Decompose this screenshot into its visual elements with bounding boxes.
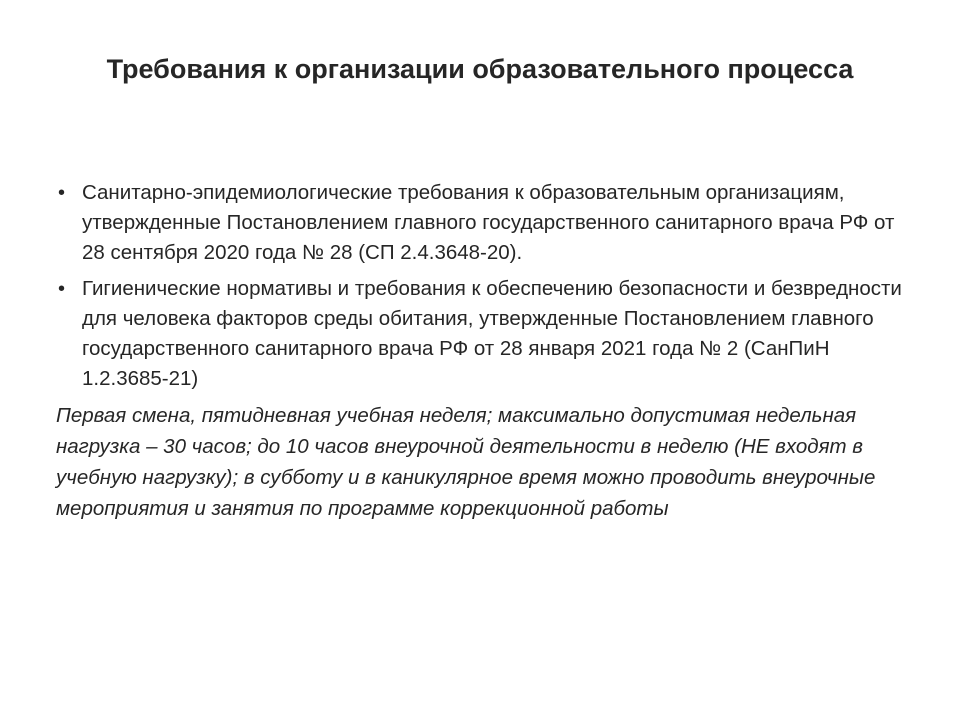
workload-note: Первая смена, пятидневная учебная неделя; максимально допустимая недельная нагрузка – 30 часов; до 10 часов внеурочной деятельности в неделю (НЕ входят в учебную нагрузку); в субботу и в каникулярное время можно проводить внеурочные мероприятия и занятия по программе коррекционной работы: [56, 404, 876, 520]
bullet-item-sanitary-rules: [56, 178, 916, 268]
bullet-text: Санитарно-эпидемиологические требования к образовательным организациям, утвержденные Постановлением главного государственного санитарного врача РФ от 28 сентября 2020 года № 28 (СП 2.4.3648-20).: [82, 181, 895, 264]
slide-title: Требования к организации образовательного процесса: [106, 54, 854, 84]
bullet-icon: •: [58, 278, 66, 300]
bullet-icon: •: [58, 182, 66, 204]
bullet-text: Гигиенические нормативы и требования к обеспечению безопасности и безвредности для человека факторов среды обитания, утвержденные Постановлением главного государственного санитарного врача РФ от 28 января 2021 года № 2 (СанПиН 1.2.3685-21): [82, 277, 902, 390]
slide-content: [56, 178, 916, 524]
bullet-list: [56, 178, 916, 394]
bullet-item-hygiene-norms: [56, 274, 916, 394]
